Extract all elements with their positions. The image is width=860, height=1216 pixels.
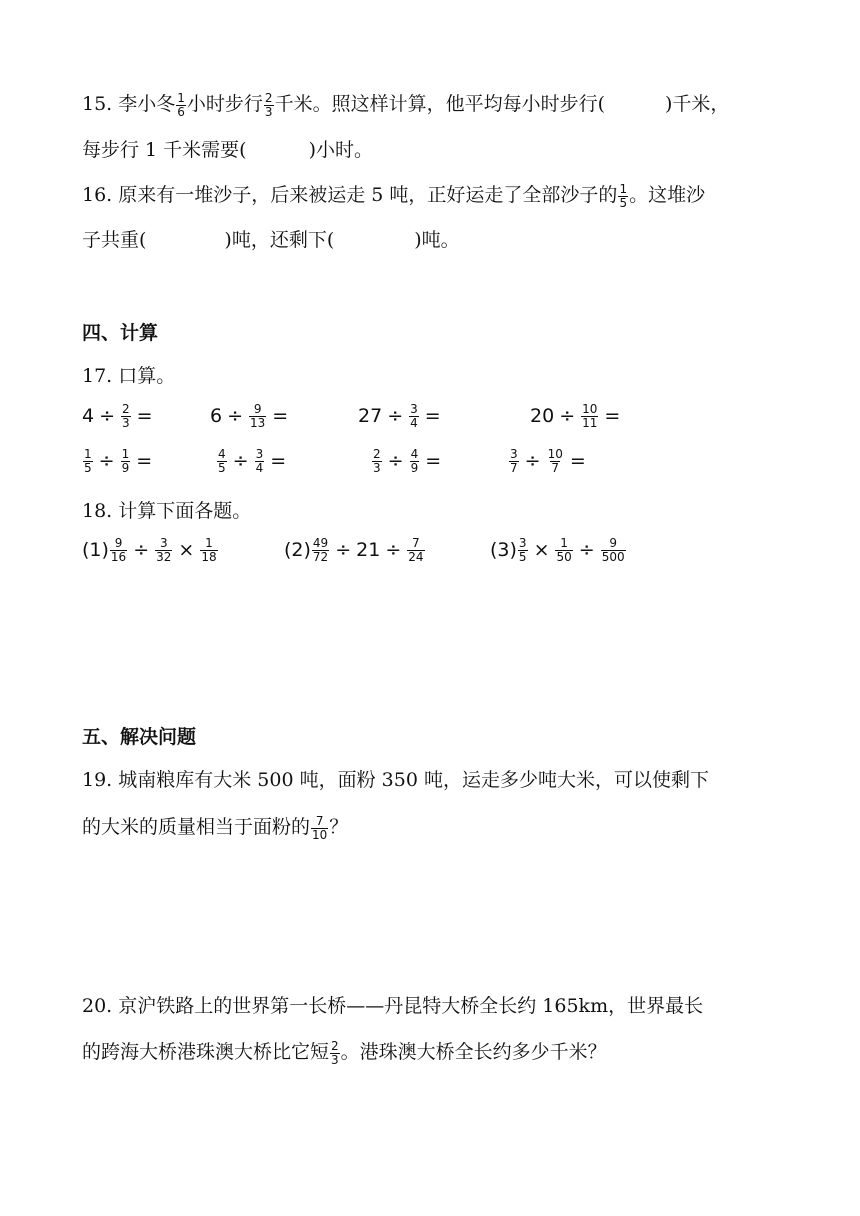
numerator: 1 <box>560 536 568 550</box>
question-15-line-2 <box>82 136 373 164</box>
fraction <box>110 537 127 564</box>
denominator: 6 <box>177 104 185 119</box>
question-16-line-2 <box>82 226 460 254</box>
operator: ÷ <box>232 450 249 472</box>
fraction <box>121 448 131 475</box>
operand: 20 <box>530 405 555 427</box>
numerator: 10 <box>547 447 563 461</box>
denominator: 3 <box>373 461 381 475</box>
text: 的跨海大桥港珠澳大桥比它短 <box>82 1041 330 1063</box>
operator: ÷ <box>385 539 402 561</box>
numerator: 2 <box>122 402 130 416</box>
text: )千米， <box>664 93 730 115</box>
fraction <box>518 537 528 564</box>
numerator: 3 <box>510 447 518 461</box>
oral-problem <box>82 448 157 475</box>
question-17-title: 17. 口算。 <box>82 365 176 387</box>
fraction <box>176 92 186 119</box>
operator: ÷ <box>227 405 244 427</box>
text: 16. 原来有一堆沙子，后来被运走 5 吨，正好运走了全部沙子的 <box>82 184 618 206</box>
question-15-line-1 <box>82 90 729 119</box>
oral-problem <box>371 448 446 475</box>
numerator: 1 <box>177 90 185 105</box>
equals: = <box>604 405 621 427</box>
fraction <box>581 403 598 430</box>
fraction <box>249 403 266 430</box>
text: 。这堆沙 <box>629 184 706 206</box>
denominator: 5 <box>84 461 92 475</box>
equals: = <box>272 405 289 427</box>
operator: ÷ <box>98 450 115 472</box>
numerator: 9 <box>114 536 123 550</box>
denominator: 4 <box>410 416 418 430</box>
denominator: 18 <box>201 550 217 564</box>
numerator: 1 <box>205 536 213 550</box>
text: 子共重( <box>82 229 147 251</box>
denominator: 7 <box>510 461 518 475</box>
numerator: 9 <box>609 536 617 550</box>
denominator: 10 <box>312 827 328 842</box>
equals: = <box>136 450 153 472</box>
question-19-line-2 <box>82 813 348 842</box>
fraction <box>409 403 419 430</box>
operator: ÷ <box>559 405 576 427</box>
problem-label: (2) <box>284 539 311 561</box>
calc-problem-1 <box>82 537 219 564</box>
section-title: 五、解决问题 <box>82 726 197 748</box>
operand: 6 <box>210 405 223 427</box>
equals: = <box>569 450 586 472</box>
denominator: 4 <box>255 461 264 475</box>
fraction <box>312 537 329 564</box>
numerator: 3 <box>159 536 168 550</box>
fraction <box>618 183 628 210</box>
numerator: 1 <box>84 447 92 461</box>
fraction <box>217 448 227 475</box>
operator: ÷ <box>524 450 541 472</box>
fraction <box>155 537 172 564</box>
text: )小时。 <box>308 139 374 161</box>
oral-problem <box>358 403 446 430</box>
equals: = <box>136 405 153 427</box>
fraction <box>372 448 382 475</box>
numerator: 4 <box>218 447 226 461</box>
operand: 21 <box>356 539 381 561</box>
oral-problem <box>210 403 293 430</box>
question-16-line-1 <box>82 181 705 210</box>
operator: ÷ <box>99 405 116 427</box>
fraction <box>200 537 217 564</box>
calc-problem-2 <box>284 537 426 564</box>
numerator: 1 <box>619 181 628 196</box>
denominator: 50 <box>556 550 572 564</box>
denominator: 9 <box>121 461 130 475</box>
denominator: 5 <box>518 550 527 564</box>
text: 小时步行 <box>186 93 263 115</box>
text: ？ <box>329 816 349 838</box>
text: )吨。 <box>414 229 460 251</box>
text: 的大米的质量相当于面粉的 <box>82 816 311 838</box>
denominator: 9 <box>410 461 419 475</box>
numerator: 1 <box>121 447 130 461</box>
oral-problem <box>508 448 591 475</box>
fraction <box>330 1040 340 1067</box>
fraction <box>255 448 265 475</box>
fraction <box>410 448 420 475</box>
denominator: 16 <box>110 550 127 564</box>
denominator: 5 <box>619 195 628 210</box>
operator: × <box>533 539 550 561</box>
numerator: 7 <box>412 536 420 550</box>
section-title: 四、计算 <box>82 322 159 344</box>
numerator: 2 <box>331 1038 339 1053</box>
equals: = <box>425 450 442 472</box>
denominator: 32 <box>156 550 172 564</box>
numerator: 10 <box>582 402 598 416</box>
fraction <box>264 92 274 119</box>
question-20-line-2 <box>82 1038 607 1067</box>
fraction <box>555 537 572 564</box>
denominator: 11 <box>582 416 598 430</box>
numerator: 7 <box>315 813 324 828</box>
calc-problem-3 <box>490 537 627 564</box>
text: )吨，还剩下( <box>224 229 335 251</box>
numerator: 2 <box>373 447 381 461</box>
numerator: 3 <box>518 536 527 550</box>
text: 。港珠澳大桥全长约多少千米？ <box>340 1041 607 1063</box>
denominator: 3 <box>331 1052 339 1067</box>
question-20-line-1: 20. 京沪铁路上的世界第一长桥——丹昆特大桥全长约 165km，世界最长 <box>82 995 704 1017</box>
text: 千米。照这样计算，他平均每小时步行( <box>274 93 605 115</box>
fraction <box>547 448 564 475</box>
denominator: 72 <box>312 550 329 564</box>
operator: × <box>178 539 195 561</box>
fraction <box>509 448 519 475</box>
numerator: 4 <box>410 447 419 461</box>
numerator: 2 <box>264 90 273 105</box>
oral-problem <box>82 403 158 430</box>
denominator: 24 <box>408 550 424 564</box>
oral-problem <box>530 403 625 430</box>
problem-label: (3) <box>490 539 517 561</box>
operand: 27 <box>358 405 383 427</box>
operand: 4 <box>82 405 95 427</box>
operator: ÷ <box>387 405 404 427</box>
text: 每步行 1 千米需要( <box>82 139 247 161</box>
denominator: 3 <box>264 104 273 119</box>
oral-problem <box>216 448 291 475</box>
numerator: 9 <box>253 402 262 416</box>
question-19-line-1: 19. 城南粮库有大米 500 吨，面粉 350 吨，运走多少吨大米，可以使剩下 <box>82 769 709 791</box>
denominator: 3 <box>122 416 130 430</box>
equals: = <box>424 405 441 427</box>
operator: ÷ <box>133 539 150 561</box>
denominator: 5 <box>218 461 226 475</box>
denominator: 13 <box>250 416 266 430</box>
problem-label: (1) <box>82 539 109 561</box>
fraction <box>83 448 93 475</box>
fraction <box>311 815 328 842</box>
operator: ÷ <box>387 450 404 472</box>
numerator: 49 <box>312 536 329 550</box>
text: 15. 李小冬 <box>82 93 176 115</box>
fraction <box>121 403 131 430</box>
operator: ÷ <box>335 539 352 561</box>
equals: = <box>270 450 287 472</box>
fraction <box>601 537 626 564</box>
numerator: 3 <box>410 402 418 416</box>
numerator: 3 <box>255 447 264 461</box>
operator: ÷ <box>578 539 595 561</box>
question-18-title: 18. 计算下面各题。 <box>82 500 252 522</box>
denominator: 7 <box>551 461 560 475</box>
fraction <box>407 537 424 564</box>
denominator: 500 <box>601 550 625 564</box>
